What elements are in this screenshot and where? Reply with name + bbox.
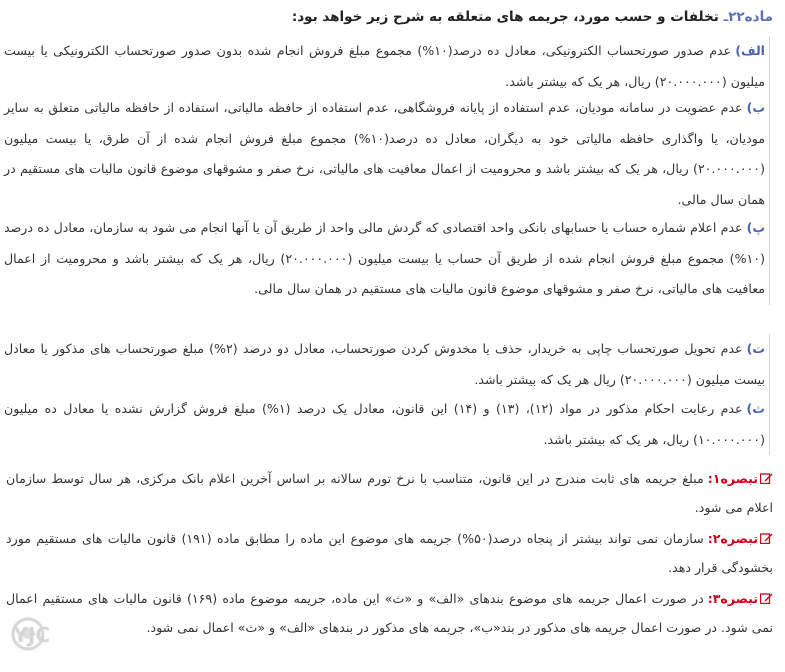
note-text: سازمان نمی تواند بیشتر از پنجاه درصد(۵۰%) جریمه های موضوع این ماده را مطابق ماده (۱۹۱) قانون مالیات های مستقیم مورد بخشودگی قرار دهد.	[6, 531, 773, 575]
clause-letter: الف)	[735, 43, 765, 58]
clause-alef	[4, 36, 770, 97]
clause-letter: پ)	[746, 220, 765, 235]
clause-text: عدم عضویت در سامانه مودیان، عدم استفاده از پایانه فروشگاهی، عدم استفاده از حافظه مالیاتی، استفاده از حافظه مالیاتی متعلق به سایر مودیان، یا واگذاری حافظه مالیاتی خود به دیگران، معادل ده درصد(۱۰%) مجموع مبلغ فروش انجام شده از آن طرق، یا بیست میلیون (۲۰.۰۰۰.۰۰۰) ریال، هر یک که بیشتر باشد و محرومیت از اعمال معافیت های مالیاتی، نرخ صفر و مشوقهای موضوع قانون مالیات های مستقیم در همان سال مالی.	[4, 100, 765, 207]
clause-text: عدم صدور صورتحساب الکترونیکی، معادل ده درصد(۱۰%) مجموع مبلغ فروش انجام شده بدون صدور صورتحساب الکترونیکی یا بیست میلیون (۲۰.۰۰۰.۰۰۰) ریال، هر یک که بیشتر باشد.	[4, 43, 765, 89]
note-label: تبصره۲:	[708, 531, 773, 546]
svg-text:YJC: YJC	[13, 623, 50, 647]
clause-text: عدم رعایت احکام مذکور در مواد (۱۲)، (۱۳) و (۱۴) این قانون، معادل یک درصد (۱%) مبلغ فروش گزارش نشده یا معادل ده میلیون (۱۰.۰۰۰.۰۰۰) ریال، هر یک که بیشتر باشد.	[4, 401, 765, 447]
clause-letter: ب)	[746, 100, 765, 115]
note-label: تبصره۳:	[708, 591, 773, 606]
note-1	[6, 464, 773, 522]
clause-be	[4, 93, 770, 215]
note-text: در صورت اعمال جریمه های موضوع بندهای «الف» و «ث» این ماده، جریمه موضوع ماده (۱۶۹) قانون مالیات های مستقیم اعمال نمی شود. در صورت اعمال جریمه های مذکور در بند«ب»، جریمه های مذکور در بندهای «الف» و «ث» اعمال نمی شود.	[6, 591, 773, 635]
article-title	[12, 6, 773, 28]
yjc-watermark-logo	[10, 612, 102, 658]
note-3	[6, 584, 773, 642]
article-number: ماده۲۲ـ	[723, 9, 773, 25]
clause-text: عدم تحویل صورتحساب چاپی به خریدار، حذف یا مخدوش کردن صورتحساب، معادل دو درصد (۲%) مبلغ صورتحساب های مذکور یا معادل بیست میلیون (۲۰.۰۰۰.۰۰۰) ریال هر یک که بیشتر باشد.	[4, 341, 765, 387]
article-heading: تخلفات و حسب مورد، جریمه های متعلقه به شرح زیر خواهد بود:	[291, 9, 719, 25]
clause-pe	[4, 213, 770, 305]
clause-te	[4, 334, 770, 395]
note-text: مبلغ جریمه های ثابت مندرج در این قانون، متناسب با نرخ تورم سالانه بر اساس آخرین اعلام بانک مرکزی، هر سال توسط سازمان اعلام می شود.	[6, 471, 773, 515]
edit-icon	[760, 592, 773, 604]
note-2	[6, 524, 773, 582]
edit-icon	[760, 472, 773, 484]
clause-letter: ت)	[746, 341, 765, 356]
clause-se	[4, 394, 770, 455]
clause-text: عدم اعلام شماره حساب یا حسابهای بانکی واحد اقتصادی که گردش مالی واحد از طریق آن یا آنها انجام می شود به سازمان، معادل ده درصد (۱۰%) مجموع مبلغ فروش انجام شده از طریق آن حساب یا بیست میلیون (۲۰.۰۰۰.۰۰۰) ریال، هر یک که بیشتر باشد و محرومیت از اعمال معافیت های مالیاتی، نرخ صفر و مشوقهای موضوع قانون مالیات های مستقیم در همان سال مالی.	[4, 220, 765, 296]
edit-icon	[760, 532, 773, 544]
clause-letter: ث)	[746, 401, 765, 416]
note-label: تبصره۱:	[708, 471, 773, 486]
